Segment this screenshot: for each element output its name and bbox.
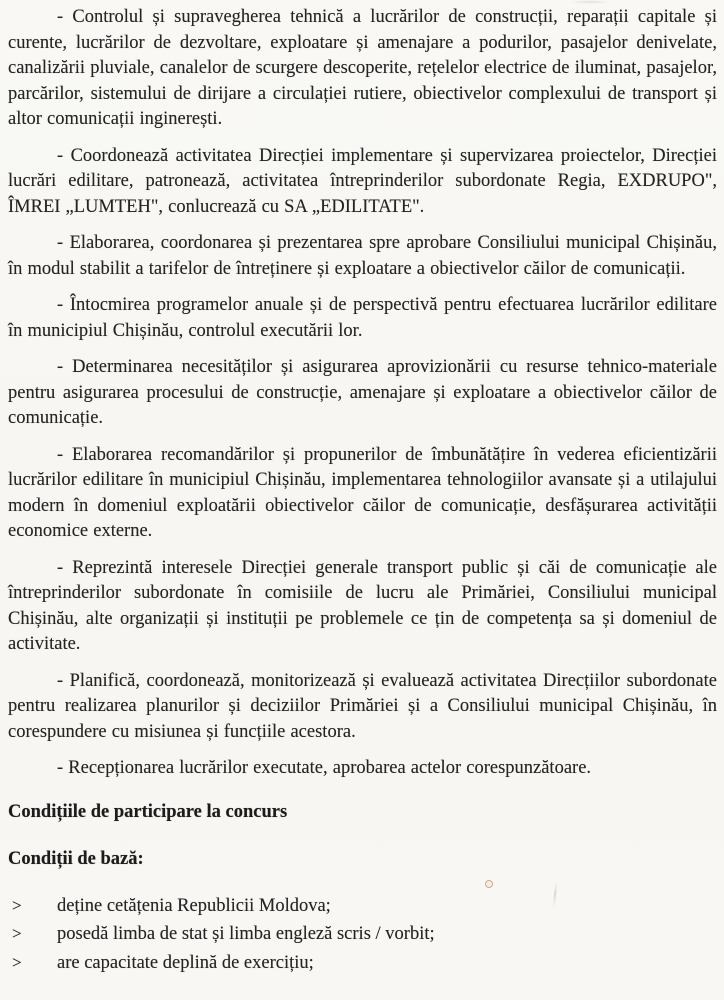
- duty-paragraph: - Controlul și supravegherea tehnică a lucrărilor de construcții, reparații capitale și curente, lucrărilor de dezvoltare, exploatare și amenajare a podurilor, pasajelor denivelate, canalizării pluviale, canalelor de scurgere descoperite, rețelelor electrice de iluminat, pasajelor, parcărilor, sistemului de dirijare a circulației rutiere, obiectivelor complexului de transport și altor comunicații inginerești.: [8, 7, 717, 129]
- requirement-bullet: >: [12, 895, 22, 915]
- heading-base-conditions: Condiții de bază:: [8, 848, 144, 869]
- requirement-text: are capacitate deplină de exercițiu;: [57, 952, 314, 973]
- duty-paragraph: - Coordonează activitatea Direcției implementare și supervizarea proiectelor, Direcției lucrări edilitare, patronează, activitatea întreprinderilor subordonate Regia, EXDRUPO", ÎMREI „LUMTEH", conlucrează cu SA „EDILITATE".: [8, 145, 717, 217]
- duty-paragraph: - Reprezintă interesele Direcției generale transport public și căi de comunicație ale întreprinderilor subordonate în comisiile de lucru ale Primăriei, Consiliului municipal Chișinău, alte organizații și instituții pe problemele ce țin de competența sa și domeniul de activitate.: [8, 557, 717, 654]
- requirement-item: [8, 892, 717, 921]
- scan-ink-dot-artifact: [485, 880, 493, 888]
- requirement-item: [8, 920, 717, 949]
- requirements-list: [8, 892, 717, 978]
- duty-paragraph: - Determinarea necesităților și asigurarea aprovizionării cu resurse tehnico-materiale pentru asigurarea procesului de construcție, amenajare și exploatare a obiectivelor căilor de comunicație.: [8, 357, 717, 428]
- requirement-bullet: >: [12, 952, 22, 972]
- duty-paragraph: - Recepționarea lucrărilor executate, aprobarea actelor corespunzătoare.: [57, 758, 592, 778]
- requirement-bullet: >: [12, 924, 22, 943]
- duty-paragraph: - Planifică, coordonează, monitorizează și evaluează activitatea Direcțiilor subordonate pentru realizarea planurilor și deciziilor Primăriei și a Consiliului municipal Chișinău, în corespundere cu misiunea și funcțiile acestora.: [8, 670, 717, 742]
- requirement-item: [8, 949, 717, 978]
- requirement-text: posedă limba de stat și limba engleză scris / vorbit;: [57, 924, 435, 944]
- duty-paragraph: - Elaborarea recomandărilor și propunerilor de îmbunătățire în vederea eficientizării lucrărilor edilitare în municipiul Chișinău, implementarea tehnologiilor avansate și a utilajului modern în domeniul exploatării obiectivelor căilor de comunicație, desfășurarea activității economice externe.: [8, 444, 717, 541]
- duty-paragraph: - Elaborarea, coordonarea și prezentarea spre aprobare Consiliului municipal Chișinău, în modul stabilit a tarifelor de întreținere și exploatare a obiectivelor căilor de comunicații.: [8, 233, 717, 279]
- requirement-text: deține cetățenia Republicii Moldova;: [57, 895, 331, 916]
- heading-participation-conditions: Condițiile de participare la concurs: [8, 801, 288, 822]
- scan-smudge-artifact: [570, 0, 610, 4]
- duty-paragraph: - Întocmirea programelor anuale și de perspectivă pentru efectuarea lucrărilor edilitare în municipiul Chișinău, controlul executării lor.: [8, 295, 717, 341]
